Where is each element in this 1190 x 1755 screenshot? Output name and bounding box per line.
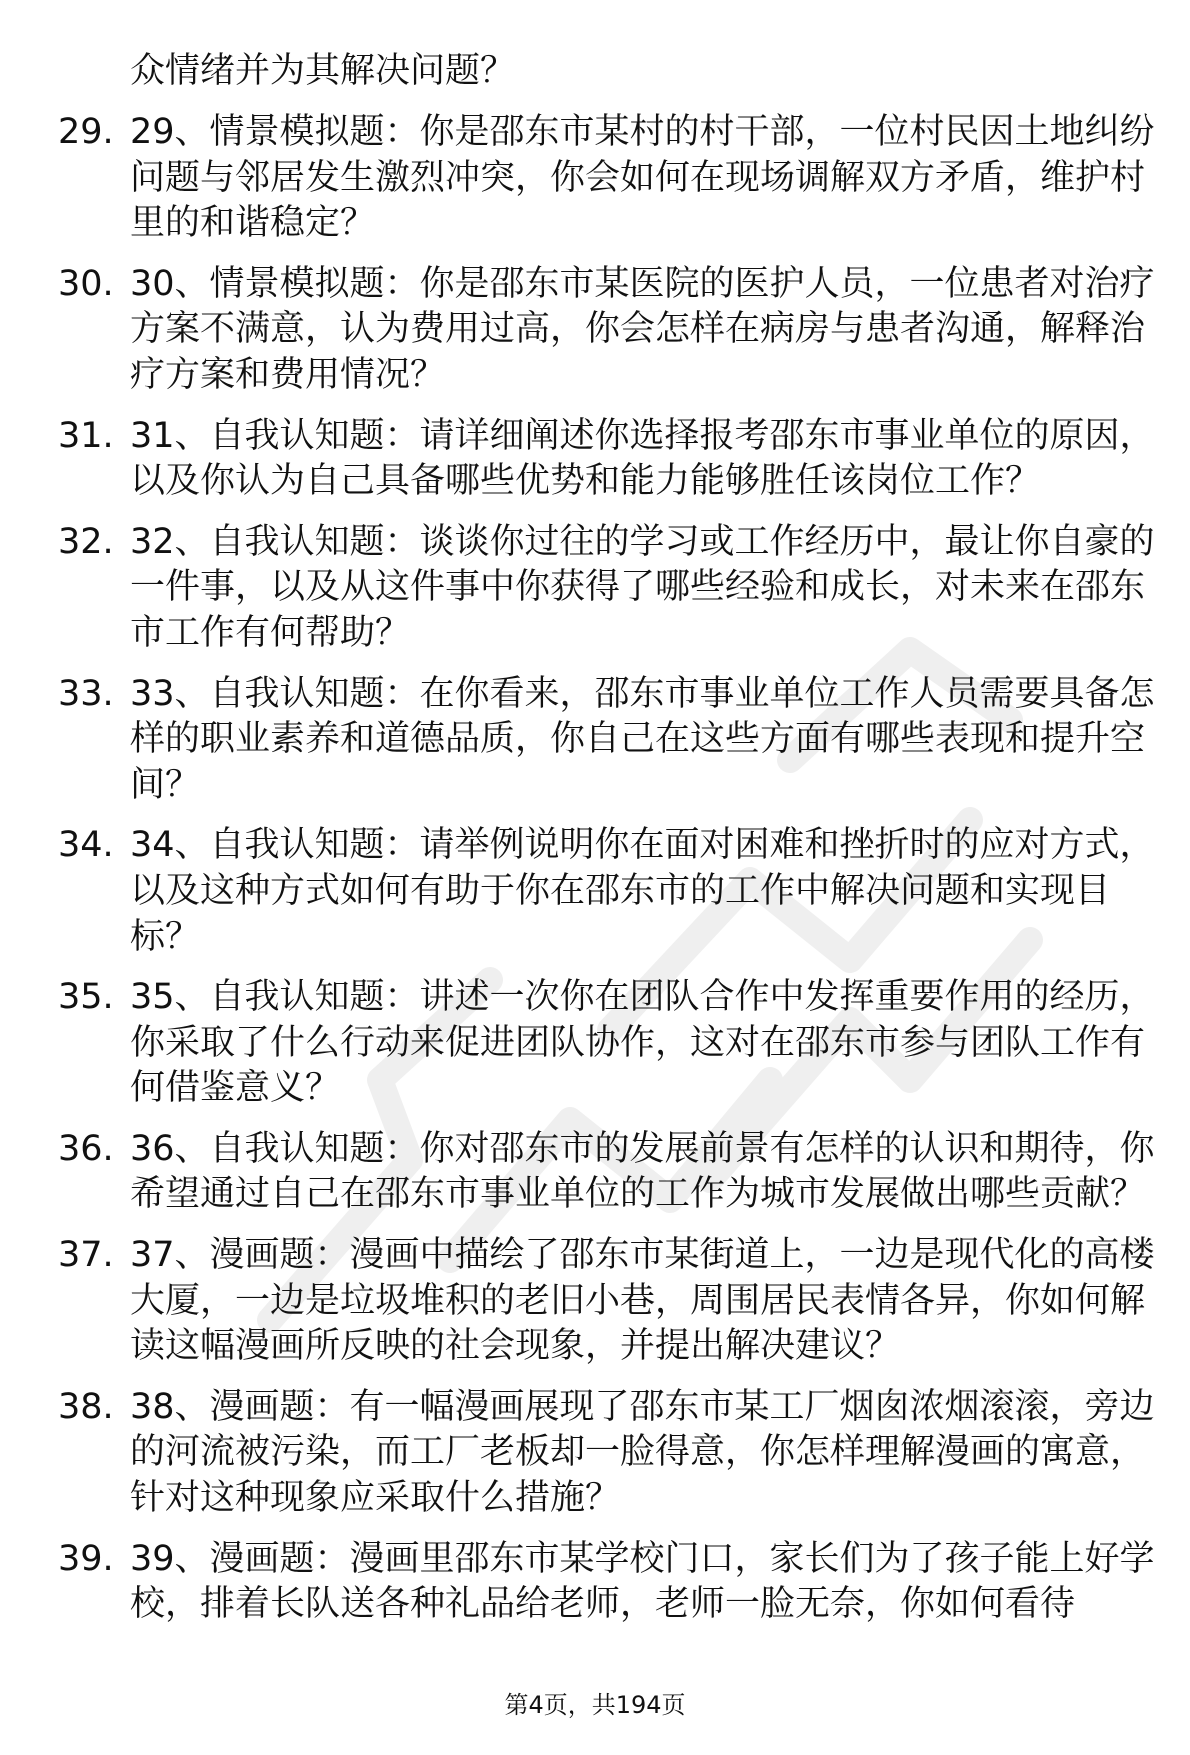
- question-item: [58, 520, 1168, 657]
- question-text: 35、自我认知题：讲述一次你在团队合作中发挥重要作用的经历，你采取了什么行动来促进团队协作，这对在邵东市参与团队工作有何借鉴意义？: [130, 977, 1155, 1109]
- question-item: [58, 414, 1168, 505]
- question-item: [58, 672, 1168, 809]
- question-number: 38.: [58, 1386, 114, 1427]
- question-number: 34.: [58, 825, 114, 866]
- question-text: 39、漫画题：漫画里邵东市某学校门口，家长们为了孩子能上好学校，排着长队送各种礼品给老师，老师一脸无奈，你如何看待: [130, 1538, 1155, 1625]
- question-number: 39.: [58, 1538, 114, 1579]
- question-item: [58, 110, 1168, 247]
- question-item: [58, 1385, 1168, 1522]
- question-number: 29.: [58, 112, 114, 152]
- question-number: 35.: [58, 977, 114, 1018]
- question-text: 33、自我认知题：在你看来，邵东市事业单位工作人员需要具备怎样的职业素养和道德品质，你自己在这些方面有哪些表现和提升空间？: [130, 673, 1155, 805]
- question-number: 33.: [58, 673, 114, 714]
- continuation-text: 众情绪并为其解决问题？: [130, 51, 516, 91]
- page-footer: 第4页，共194页: [504, 1691, 686, 1719]
- question-number: 30.: [58, 263, 114, 304]
- question-text: 31、自我认知题：请详细阐述你选择报考邵东市事业单位的原因，以及你认为自己具备哪些优势和能力能够胜任该岗位工作？: [130, 415, 1155, 502]
- question-number: 37.: [58, 1235, 114, 1276]
- question-item: [58, 1537, 1168, 1628]
- question-text: 32、自我认知题：谈谈你过往的学习或工作经历中，最让你自豪的一件事，以及从这件事中你获得了哪些经验和成长，对未来在邵东市工作有何帮助？: [130, 521, 1155, 653]
- question-number: 36.: [58, 1128, 114, 1169]
- question-list: [58, 110, 1168, 1643]
- question-text: 29、情景模拟题：你是邵东市某村的村干部，一位村民因土地纠纷问题与邻居发生激烈冲突，你会如何在现场调解双方矛盾，维护村里的和谐稳定？: [130, 112, 1155, 244]
- question-text: 36、自我认知题：你对邵东市的发展前景有怎样的认识和期待，你希望通过自己在邵东市事业单位的工作为城市发展做出哪些贡献？: [130, 1128, 1155, 1215]
- question-text: 34、自我认知题：请举例说明你在面对困难和挫折时的应对方式，以及这种方式如何有助于你在邵东市的工作中解决问题和实现目标？: [130, 825, 1155, 957]
- question-text: 37、漫画题：漫画中描绘了邵东市某街道上，一边是现代化的高楼大厦，一边是垃圾堆积的老旧小巷，周围居民表情各异，你如何解读这幅漫画所反映的社会现象，并提出解决建议？: [130, 1235, 1155, 1367]
- question-item: [58, 975, 1168, 1112]
- question-item: [58, 823, 1168, 960]
- question-number: 31.: [58, 415, 114, 456]
- question-text: 38、漫画题：有一幅漫画展现了邵东市某工厂烟囱浓烟滚滚，旁边的河流被污染，而工厂老板却一脸得意，你怎样理解漫画的寓意，针对这种现象应采取什么措施？: [130, 1386, 1155, 1519]
- question-item: [58, 1127, 1168, 1218]
- question-item: [58, 262, 1168, 399]
- question-text: 30、情景模拟题：你是邵东市某医院的医护人员，一位患者对治疗方案不满意，认为费用过高，你会怎样在病房与患者沟通，解释治疗方案和费用情况？: [130, 263, 1155, 395]
- question-number: 32.: [58, 521, 114, 562]
- question-item: [58, 1233, 1168, 1370]
